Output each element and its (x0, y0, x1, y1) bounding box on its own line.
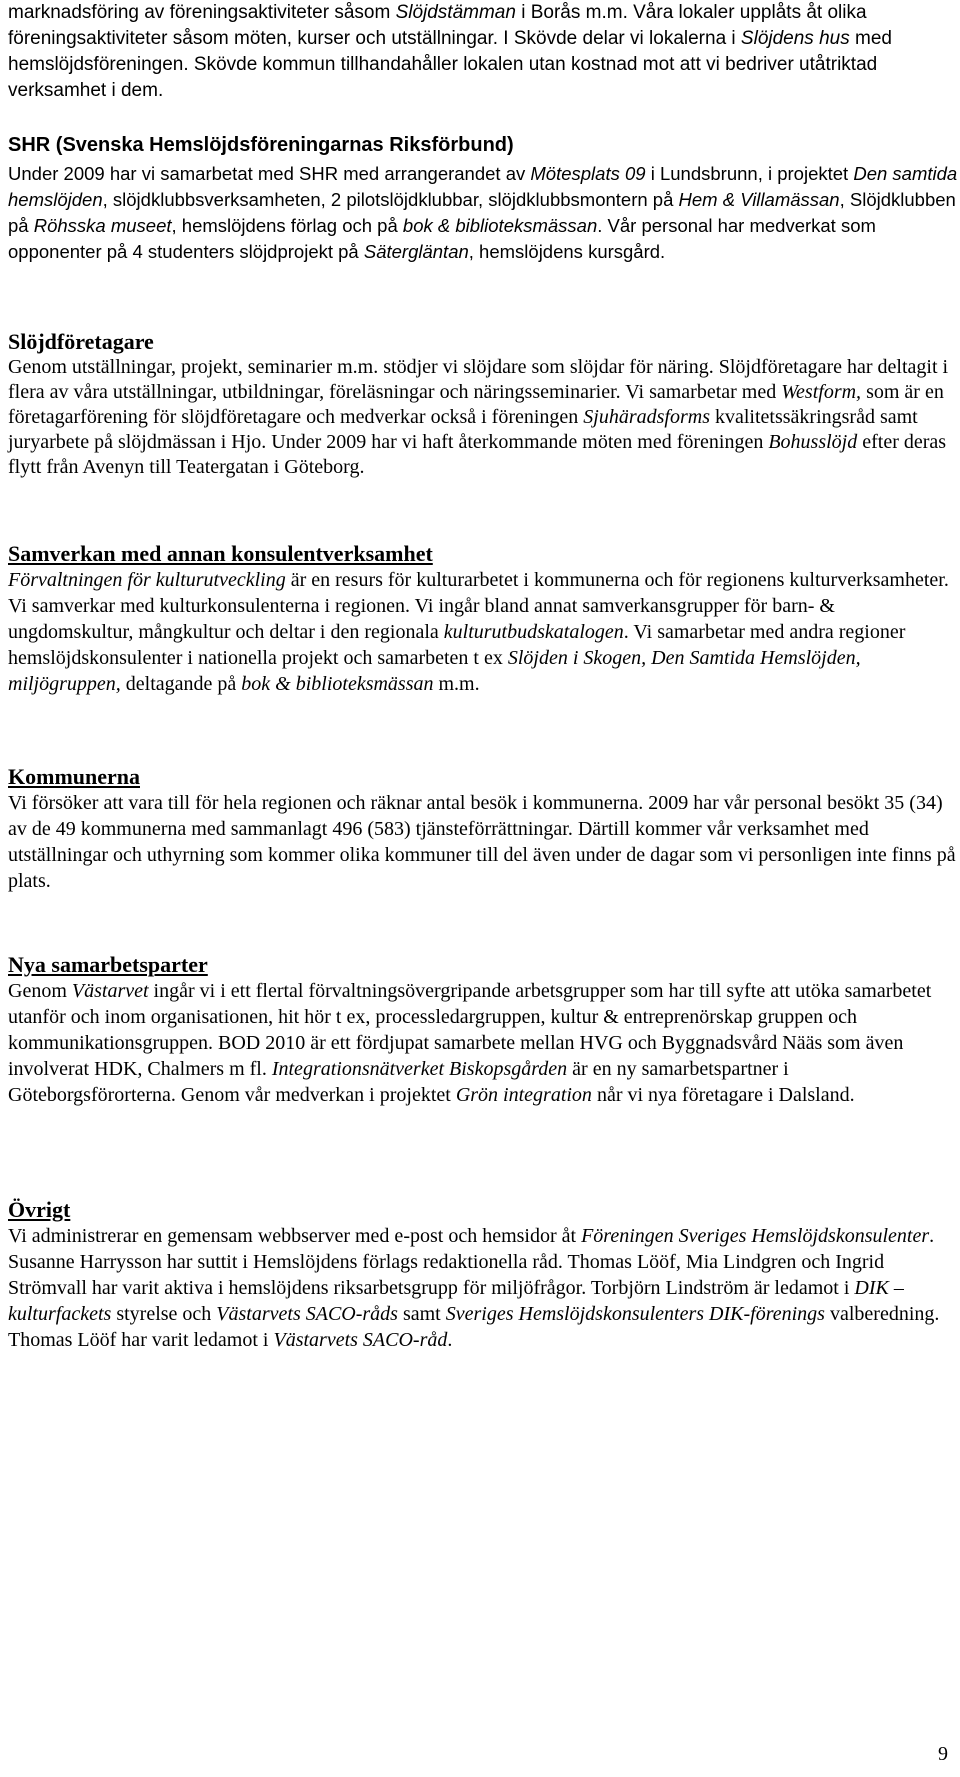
text-run: . Susanne Harrysson har suttit i Hemslöjdens förlags redaktionella råd. Thomas Lööf, Mia Lindgren och Ingrid Strömvall har varit aktiva i hemslöjdens riksarbetsgrupp för miljöfrågor. Torbjörn Lindström är ledamot i (8, 1225, 935, 1299)
text-run: som är en företagarförening för slöjdföretagare och medverkar också i föreningen (8, 381, 944, 428)
italic-text-run: Slöjden i Skogen, Den Samtida Hemslöjden, miljögruppen, (8, 647, 861, 695)
slojdforetagare-section (8, 328, 958, 480)
text-run: i Lundsbrunn, i projektet (645, 163, 854, 184)
text-run: . (447, 1329, 453, 1351)
ovrigt-heading: Övrigt (8, 1197, 71, 1222)
italic-text-run: Röhsska museet (33, 215, 172, 236)
samverkan-paragraph (8, 567, 958, 697)
nya-samarbetsparter-section (8, 951, 958, 1108)
text-run: m.m. (433, 673, 480, 695)
italic-text-run: Grön integration (455, 1084, 592, 1106)
italic-text-run: Västarvets SACO-råds (216, 1303, 398, 1325)
text-run: med hemslöjdsföreningen. Skövde kommun tillhandahåller lokalen utan kostnad mot att vi bedriver utåtriktad verksamhet i dem. (8, 28, 892, 101)
italic-text-run: Den samtida hemslöjden (8, 163, 958, 210)
intro-section (8, 0, 958, 104)
text-run: efter deras flytt från Avenyn till Teatergatan i Göteborg. (8, 431, 947, 478)
italic-text-run: Slöjdens hus (740, 28, 850, 49)
italic-text-run: Västarvets SACO-råd (273, 1329, 448, 1351)
text-run: samt (397, 1303, 446, 1325)
italic-text-run: Mötesplats 09 (530, 163, 646, 184)
text-run: deltagande på (120, 673, 242, 695)
text-run: i Borås m.m. Våra lokaler upplåts åt olika föreningsaktiviteter såsom möten, kurser och utställningar. I Skövde delar vi lokalerna i (8, 2, 867, 49)
intro-paragraph (8, 0, 958, 104)
text-run: Genom utställningar, projekt, seminarier m.m. stödjer vi slöjdare som slöjdar för näring. Slöjdföretagare har deltagit i flera av våra utställningar, utbildningar, föreläsningar och näringsseminarier. Vi samarbetar med (8, 356, 949, 403)
italic-text-run: Sjuhäradsforms (583, 406, 710, 428)
kommunerna-heading: Kommunerna (8, 764, 140, 789)
italic-text-run: Föreningen Sveriges Hemslöjdskonsulenter (581, 1225, 930, 1247)
samverkan-heading: Samverkan med annan konsulentverksamhet (8, 541, 433, 566)
kommunerna-paragraph (8, 790, 958, 894)
text-run: , hemslöjdens kursgård. (468, 241, 666, 262)
italic-text-run: Integrationsnätverket Biskopsgården (271, 1058, 568, 1080)
page-number: 9 (938, 1743, 948, 1765)
text-run: ingår vi i ett flertal förvaltningsövergripande arbetsgrupper som har till syfte att utöka samarbetet utanför och inom organisationen, hit hör t ex, processledargruppen, kultur & entreprenörskap gruppen och kommunikationsgruppen. BOD 2010 är ett fördjupat samarbete mellan HVG och Byggnadsvård Nääs som även involverat HDK, Chalmers m fl. (8, 980, 932, 1080)
italic-text-run: Sätergläntan (363, 241, 469, 262)
text-run: är en ny samarbetspartner i Göteborgsförorterna. Genom vår medverkan i projektet (8, 1058, 789, 1106)
text-run: är en resurs för kulturarbetet i kommunerna och för regionens kulturverksamheter. Vi samverkar med kulturkonsulenterna i regionen. Vi ingår bland annat samverkansgrupper för barn- & ungdomskultur, mångkultur och deltar i den regionala (8, 569, 949, 643)
ovrigt-paragraph (8, 1223, 958, 1353)
kommunerna-section (8, 763, 958, 894)
nya-samarbetsparter-paragraph (8, 978, 958, 1108)
italic-text-run: DIK – kulturfackets (8, 1277, 904, 1325)
text-run: marknadsföring av föreningsaktiviteter såsom (8, 2, 396, 23)
italic-text-run: Sveriges Hemslöjdskonsulenters DIK-förenings (445, 1303, 825, 1325)
slojdforetagare-heading: Slöjdföretagare (8, 329, 154, 354)
text-run: . Vår personal har medverkat som opponenter på 4 studenters slöjdprojekt på (8, 215, 876, 262)
text-run: . Vi samarbetar med andra regioner hemslöjdskonsulenter i nationella projekt och samarbeten t ex (8, 621, 906, 669)
italic-text-run: Västarvet (71, 980, 149, 1002)
shr-heading: SHR (Svenska Hemslöjdsföreningarnas Riksförbund) (8, 134, 514, 156)
italic-text-run: Slöjdstämman (395, 2, 516, 23)
text-run: styrelse och (111, 1303, 217, 1325)
text-run: Vi administrerar en gemensam webbserver med e-post och hemsidor åt (8, 1225, 582, 1247)
text-run: Genom (8, 980, 72, 1002)
shr-section (8, 132, 958, 265)
italic-text-run: kulturutbudskatalogen (443, 621, 624, 643)
shr-paragraph (8, 161, 958, 265)
nya-samarbetsparter-heading: Nya samarbetsparter (8, 952, 208, 977)
italic-text-run: Hem & Villamässan (678, 189, 840, 210)
slojdforetagare-paragraph (8, 355, 958, 480)
text-run: Vi försöker att vara till för hela regionen och räknar antal besök i kommunerna. 2009 har vår personal besökt 35 (34) av de 49 kommunerna med sammanlagt 496 (583) tjänsteförrättningar. Därtill kommer vår verksamhet med utställningar och uthyrning som kommer olika kommuner till del även under de dagar som vi personligen inte finns på plats. (8, 792, 956, 892)
ovrigt-section (8, 1196, 958, 1353)
italic-text-run: Förvaltningen för kulturutveckling (8, 569, 286, 591)
italic-text-run: bok & biblioteksmässan (402, 215, 598, 236)
italic-text-run: Bohusslöjd (768, 431, 858, 453)
text-run: valberedning. Thomas Lööf har varit ledamot i (8, 1303, 940, 1351)
italic-text-run: Westform, (781, 381, 862, 403)
samverkan-section (8, 540, 958, 697)
italic-text-run: bok & biblioteksmässan (241, 673, 434, 695)
text-run: Under 2009 har vi samarbetat med SHR med arrangerandet av (8, 163, 531, 184)
text-run: , Slöjdklubben på (8, 189, 956, 236)
text-run: kvalitetssäkringsråd samt juryarbete på slöjdmässan i Hjo. Under 2009 har vi haft återkommande möten med föreningen (8, 406, 918, 453)
text-run: når vi nya företagare i Dalsland. (591, 1084, 855, 1106)
text-run: , slöjdklubbsverksamheten, 2 pilotslöjdklubbar, slöjdklubbsmontern på (102, 189, 679, 210)
text-run: , hemslöjdens förlag och på (171, 215, 403, 236)
